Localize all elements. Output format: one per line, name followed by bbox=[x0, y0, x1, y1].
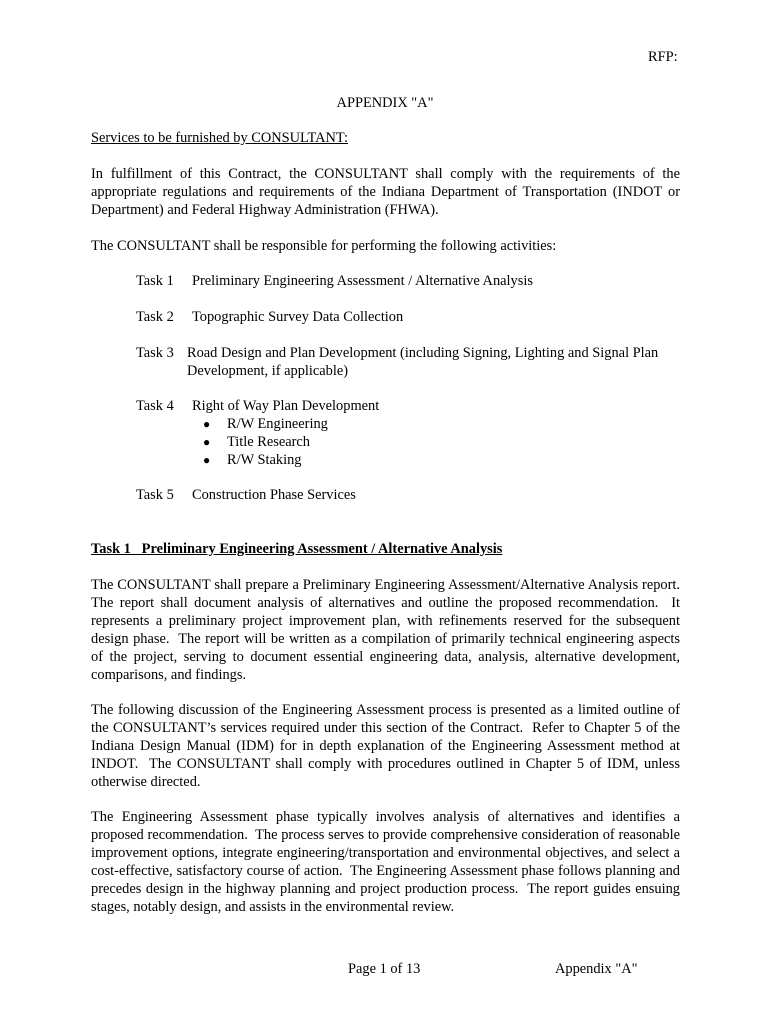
task-1-label: Preliminary Engineering Assessment / Alternative Analysis bbox=[192, 273, 533, 289]
task-3-number: Task 3 bbox=[136, 345, 174, 361]
task-4-bullet-1: R/W Engineering bbox=[227, 416, 328, 432]
task-5-label: Construction Phase Services bbox=[192, 487, 356, 503]
task-1-number: Task 1 bbox=[136, 273, 174, 289]
task-3-label-line1: Road Design and Plan Development (including Signing, Lighting and Signal Plan bbox=[187, 345, 659, 361]
task-4-number: Task 4 bbox=[136, 398, 174, 414]
task-5-number: Task 5 bbox=[136, 487, 174, 503]
task1-paragraph-3: The Engineering Assessment phase typically involves analysis of alternatives and identifies a proposed recommendation. The process serves to provide comprehensive consideration of reasonable improvement options, integrate engineering/transportation and environmental objectives, and select a cost-effective, satisfactory course of action. The Engineering Assessment phase follows planning and precedes design in the highway planning and project production process. The report guides ensuing stages, notably design, and assists in the environmental review. bbox=[91, 809, 684, 915]
task-4-label: Right of Way Plan Development bbox=[192, 398, 380, 414]
intro-paragraph: In fulfillment of this Contract, the CONSULTANT shall comply with the requirements of the appropriate regulations and requirements of the Indiana Department of Transportation (INDOT or Department) and Federal Highway Administration (FHWA). bbox=[91, 166, 680, 218]
task1-paragraph-2: The following discussion of the Engineering Assessment process is presented as a limited outline of the CONSULTANT’s services required under this section of the Contract. Refer to Chapter 5 of the Indiana Design Manual (IDM) for in depth explanation of the Engineering Assessment method at INDOT. The CONSULTANT shall comply with procedures outlined in Chapter 5 of IDM, unless otherwise directed. bbox=[91, 702, 684, 790]
task1-section-heading: Task 1 Preliminary Engineering Assessment / Alternative Analysis bbox=[91, 541, 503, 557]
task-4-bullet-3: R/W Staking bbox=[227, 452, 302, 468]
services-heading: Services to be furnished by CONSULTANT: bbox=[91, 130, 348, 146]
task-2-number: Task 2 bbox=[136, 309, 174, 325]
task1-paragraph-1: The CONSULTANT shall prepare a Preliminary Engineering Assessment/Alternative Analysis report. The report shall document analysis of alternatives and outline the proposed recommendation. It represents a preliminary project improvement plan, with refinements reserved for the subsequent design phase. The report will be written as a compilation of primarily technical engineering aspects of the project, serving to document essential engineering data, analysis, alternative development, comparisons, and findings. bbox=[91, 577, 691, 683]
activities-intro: The CONSULTANT shall be responsible for performing the following activities: bbox=[91, 238, 557, 254]
bullet-icon: ● bbox=[203, 417, 211, 431]
page-title: APPENDIX "A" bbox=[336, 95, 434, 111]
task-4-bullet-2: Title Research bbox=[227, 434, 310, 450]
bullet-icon: ● bbox=[203, 453, 211, 467]
rfp-label: RFP: bbox=[648, 49, 678, 65]
bullet-icon: ● bbox=[203, 435, 211, 449]
footer-appendix-label: Appendix "A" bbox=[555, 961, 638, 977]
task-3-label-line2: Development, if applicable) bbox=[187, 363, 349, 379]
footer-page-number: Page 1 of 13 bbox=[348, 961, 421, 977]
task-2-label: Topographic Survey Data Collection bbox=[192, 309, 404, 325]
